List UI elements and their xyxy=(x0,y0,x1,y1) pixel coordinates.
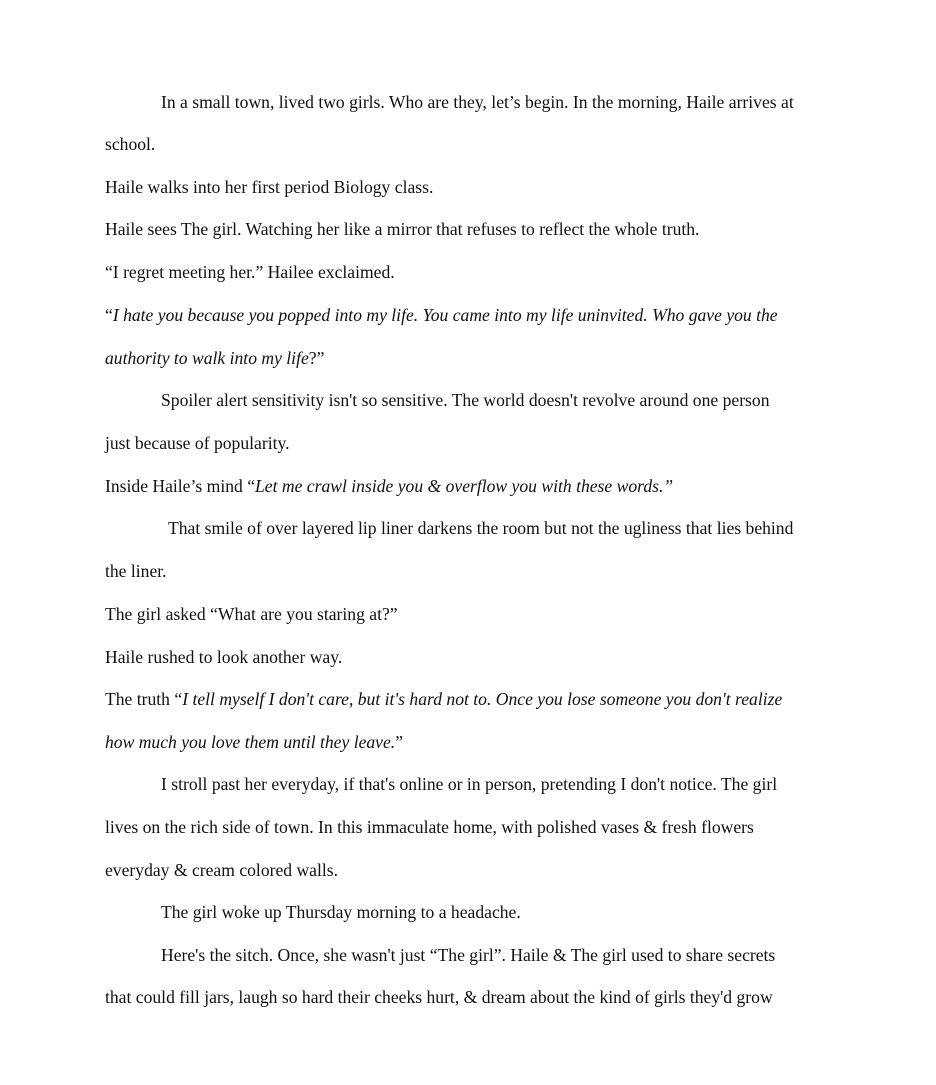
text-line: just because of popularity. xyxy=(105,433,290,453)
text-span: The truth “ xyxy=(105,689,183,709)
quote-mark: ” xyxy=(395,732,404,752)
text-line xyxy=(105,688,782,710)
text-line: I stroll past her everyday, if that's online or in person, pretending I don't notice. The girl xyxy=(161,774,778,794)
text-line: Here's the sitch. Once, she wasn't just “The girl”. Haile & The girl used to share secrets xyxy=(161,945,776,965)
text-span: ?” xyxy=(308,348,325,368)
text-line xyxy=(105,347,324,369)
text-line: Haile sees The girl. Watching her like a mirror that refuses to reflect the whole truth. xyxy=(105,219,700,239)
text-line xyxy=(105,304,778,326)
text-line: the liner. xyxy=(105,561,167,581)
text-line xyxy=(105,475,673,497)
text-line: The girl woke up Thursday morning to a headache. xyxy=(161,902,521,922)
italic-text: Let me crawl inside you & overflow you with these words.” xyxy=(255,476,674,496)
text-line: Spoiler alert sensitivity isn't so sensitive. The world doesn't revolve around one person xyxy=(161,390,770,410)
text-line: school. xyxy=(105,134,156,154)
text-line xyxy=(105,731,403,753)
text-line: everyday & cream colored walls. xyxy=(105,860,339,880)
text-line: “I regret meeting her.” Hailee exclaimed. xyxy=(105,262,395,282)
text-line: That smile of over layered lip liner darkens the room but not the ugliness that lies behind xyxy=(168,518,794,538)
text-line: lives on the rich side of town. In this immaculate home, with polished vases & fresh flowers xyxy=(105,817,754,837)
text-line: Haile rushed to look another way. xyxy=(105,647,343,667)
text-line: Haile walks into her first period Biology class. xyxy=(105,177,434,197)
quote-mark: “ xyxy=(105,305,113,325)
italic-text: I tell myself I don't care, but it's hard not to. Once you lose someone you don't realize xyxy=(182,689,783,709)
text-line: In a small town, lived two girls. Who are they, let’s begin. In the morning, Haile arrives at xyxy=(161,92,794,112)
text-span: Inside Haile’s mind “ xyxy=(105,476,256,496)
text-line: that could fill jars, laugh so hard their cheeks hurt, & dream about the kind of girls they'd grow xyxy=(105,987,773,1007)
italic-text: I hate you because you popped into my life. You came into my life uninvited. Who gave you the xyxy=(112,305,778,325)
italic-text: authority to walk into my life xyxy=(105,348,309,368)
text-line: The girl asked “What are you staring at?” xyxy=(105,604,398,624)
italic-text: how much you love them until they leave. xyxy=(105,732,396,752)
